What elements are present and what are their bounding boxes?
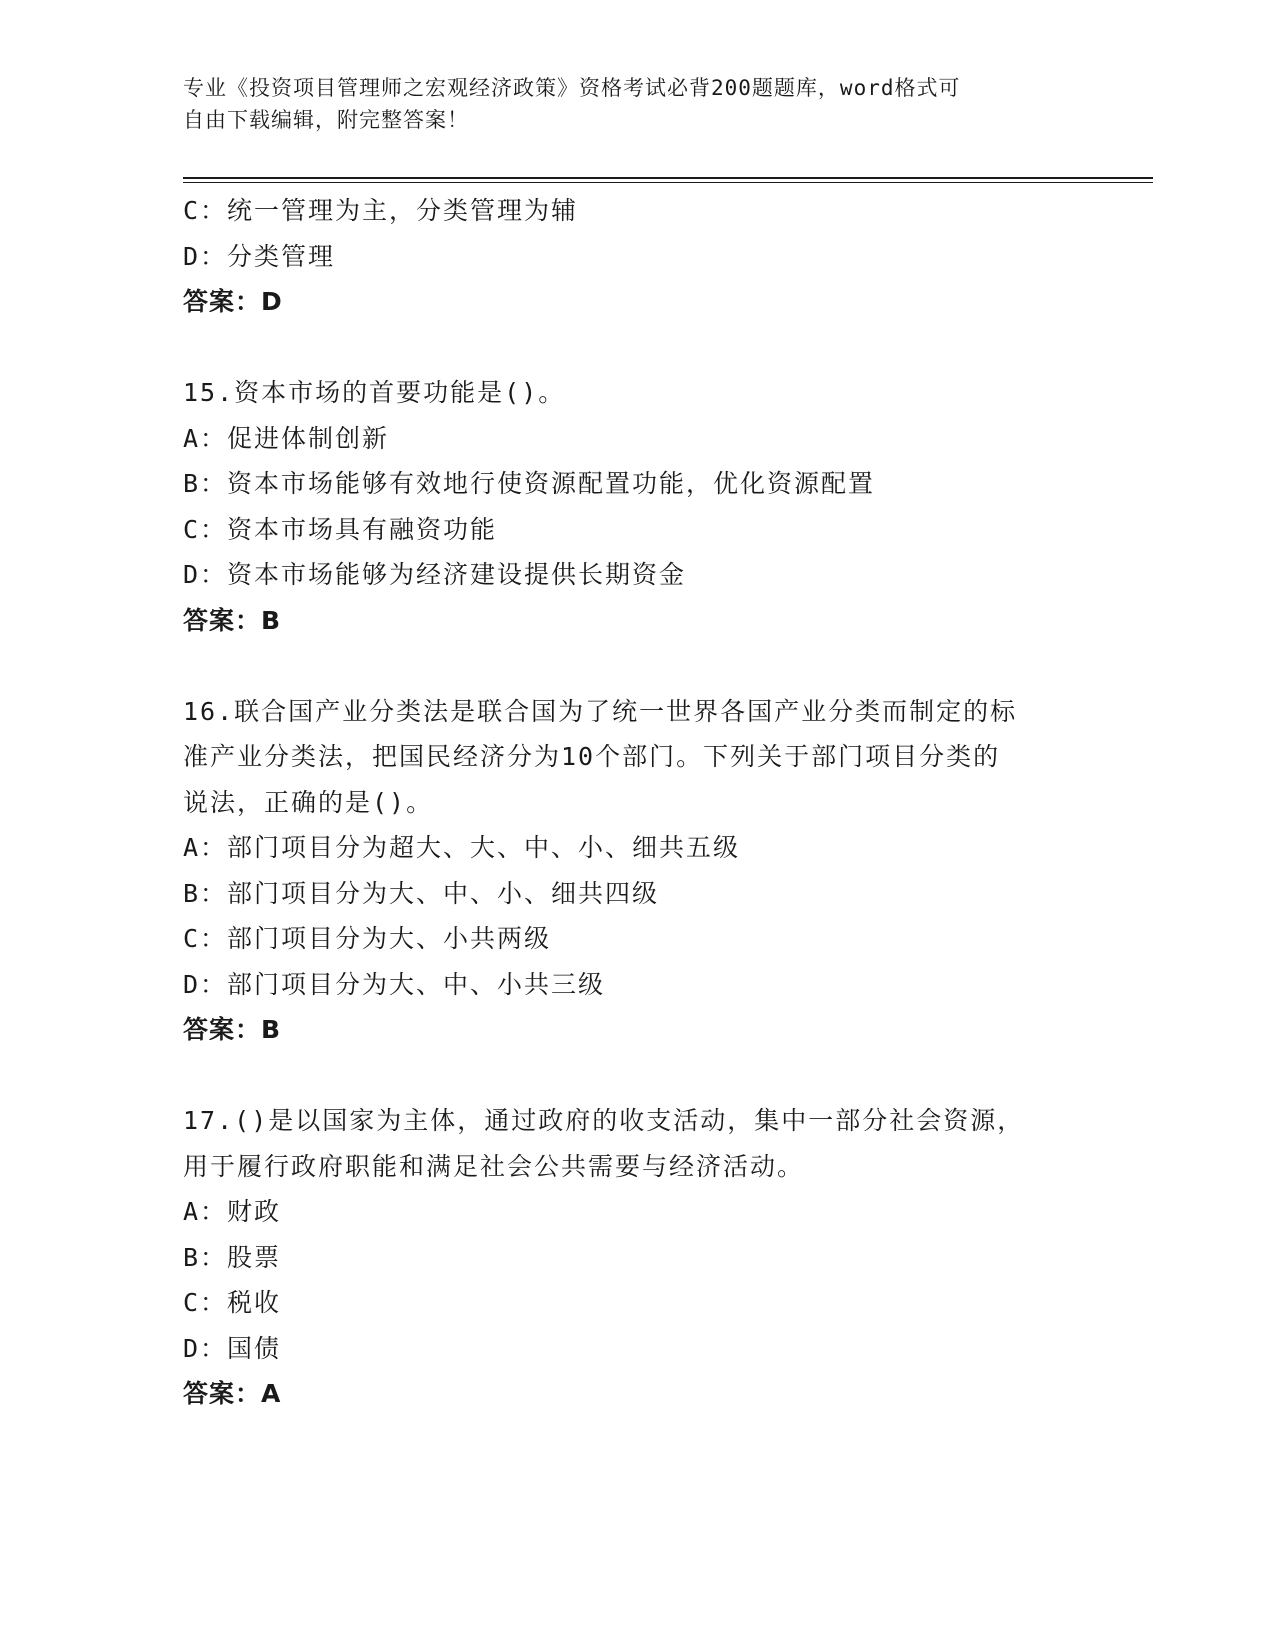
question-stem-line-2: 用于履行政府职能和满足社会公共需要与经济活动。 — [183, 1151, 805, 1181]
question-17 — [183, 1098, 1083, 1417]
question-stem-line-1: 16.联合国产业分类法是联合国为了统一世界各国产业分类而制定的标 — [183, 696, 1018, 726]
option-a: A：促进体制创新 — [183, 423, 390, 453]
spacer — [183, 325, 1083, 371]
option-d: D：分类管理 — [183, 241, 336, 271]
spacer — [183, 643, 1083, 689]
question-stem-line-3: 说法，正确的是()。 — [183, 787, 434, 817]
option-b: B：部门项目分为大、中、小、细共四级 — [183, 878, 660, 908]
question-stem-line-2: 准产业分类法，把国民经济分为10个部门。下列关于部门项目分类的 — [183, 742, 1001, 771]
spacer — [183, 1053, 1083, 1099]
question-stem-line-1: 17.()是以国家为主体，通过政府的收支活动，集中一部分社会资源， — [183, 1106, 1025, 1135]
header-title-line-2: 自由下载编辑，附完整答案！ — [183, 108, 469, 132]
option-b: B：资本市场能够有效地行使资源配置功能，优化资源配置 — [183, 469, 876, 498]
answer-line: 答案：B — [183, 1015, 282, 1044]
question-16 — [183, 689, 1083, 1053]
answer-line: 答案：B — [183, 605, 282, 635]
option-d: D：国债 — [183, 1333, 282, 1363]
option-c: C：税收 — [183, 1288, 282, 1317]
document-body — [183, 188, 1083, 1417]
question-stem: 15.资本市场的首要功能是()。 — [183, 378, 566, 407]
option-c: C：资本市场具有融资功能 — [183, 514, 498, 544]
answer-line: 答案：A — [183, 1379, 282, 1408]
option-c: C：统一管理为主，分类管理为辅 — [183, 196, 579, 225]
question-15 — [183, 370, 1083, 643]
option-d: D：部门项目分为大、中、小共三级 — [183, 969, 606, 999]
answer-line: 答案：D — [183, 287, 283, 316]
option-a: A：部门项目分为超大、大、中、小、细共五级 — [183, 833, 741, 862]
header-divider-thick — [183, 177, 1153, 179]
question-14-continued — [183, 188, 1083, 325]
header-divider-thin — [183, 182, 1153, 183]
option-a: A：财政 — [183, 1197, 282, 1226]
page-header — [183, 72, 1063, 136]
option-d: D：资本市场能够为经济建设提供长期资金 — [183, 560, 687, 589]
option-b: B：股票 — [183, 1242, 282, 1272]
header-title-line-1: 专业《投资项目管理师之宏观经济政策》资格考试必背200题题库，word格式可 — [183, 76, 961, 100]
option-c: C：部门项目分为大、小共两级 — [183, 924, 552, 953]
